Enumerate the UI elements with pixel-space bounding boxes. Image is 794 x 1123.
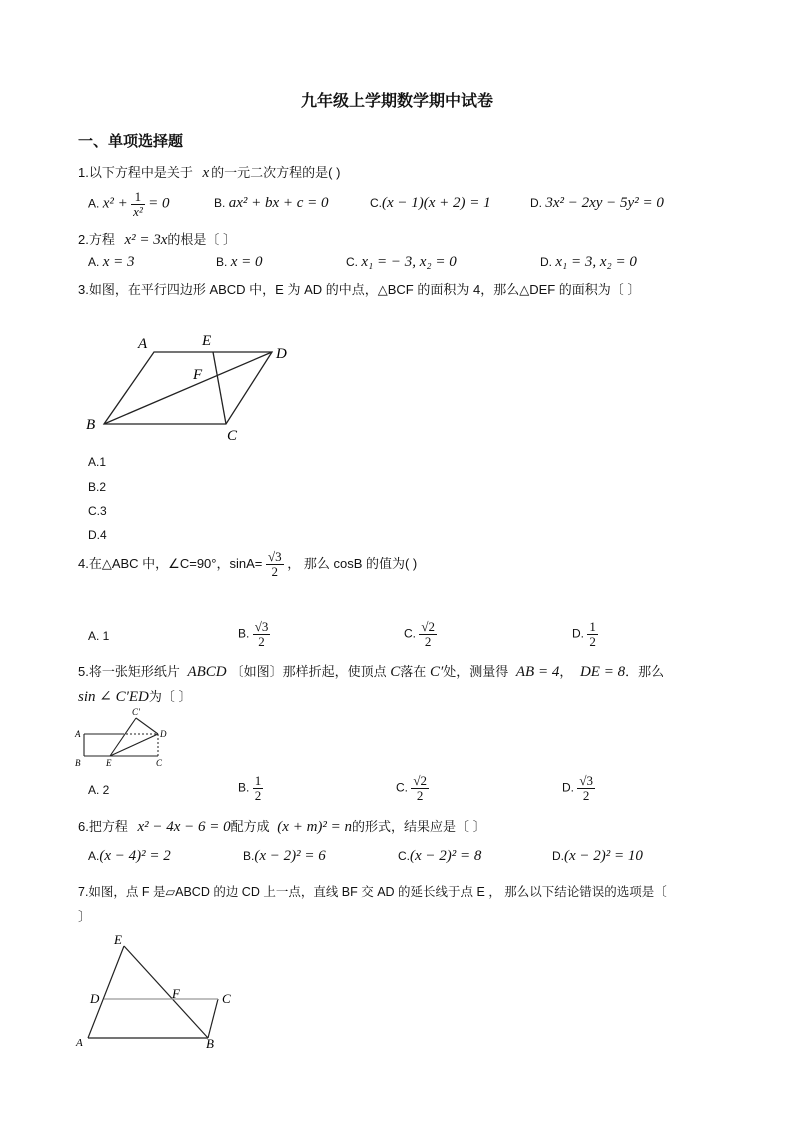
fraction: $\frac{1}{2}$ xyxy=(254,773,262,803)
label-e: E xyxy=(106,758,112,768)
question-6-option-a: A.(x − 4)² = 2 xyxy=(88,848,171,864)
fraction: $\frac{√3}{2}$ xyxy=(579,773,593,803)
question-1-option-b: B. ax² + bx + c = 0 xyxy=(214,195,329,211)
question-1-stem: 1.以下方程中是关于 x 的一元二次方程的是( ) xyxy=(78,165,341,181)
label-a: A xyxy=(138,336,148,352)
edge-bc xyxy=(208,999,218,1038)
question-7-stem-line2: 〕 xyxy=(78,909,92,924)
question-5-option-d: D. $\frac{√3}{2}$ xyxy=(562,773,593,803)
question-3-option-b: B.2 xyxy=(88,480,107,494)
label-b: B xyxy=(206,1036,214,1051)
question-4-option-b: B. $\frac{√3}{2}$ xyxy=(238,619,269,649)
question-5-option-a: A. 2 xyxy=(88,783,110,797)
question-2-option-c: C. x₁ = − 3, x₂ = 0 xyxy=(346,254,457,270)
label-f: F xyxy=(172,986,180,1001)
page-title: 九年级上学期数学期中试卷 xyxy=(300,93,493,110)
question-2-stem: 2.方程 x² = 3x的根是〔 〕 xyxy=(78,232,237,248)
question-5-option-b: B. $\frac{1}{2}$ xyxy=(238,773,262,803)
question-3-option-a: A.1 xyxy=(88,455,107,469)
question-2-option-b: B. x = 0 xyxy=(216,254,263,270)
line-eb xyxy=(124,946,208,1038)
label-d: D xyxy=(276,346,287,362)
question-7-stem: 7.如图，点 F 是▱ABCD 的边 CD 上一点，直线 BF 交 AD 的延长线于点 E ， 那么以下结论错误的选项是〔 xyxy=(78,885,667,899)
label-a: A xyxy=(75,729,81,739)
label-e: E xyxy=(114,932,122,947)
label-d: D xyxy=(90,991,100,1006)
question-1-option-a: A. x² + $\frac{1}{\text{x²}}$ = 0 xyxy=(88,189,170,219)
label-b: B xyxy=(75,758,81,768)
parallelogram-figure xyxy=(80,328,300,448)
question-1-option-c: C.(x − 1)(x + 2) = 1 xyxy=(370,195,491,211)
label-e: E xyxy=(202,333,212,349)
label-c: C xyxy=(222,991,231,1006)
edge-c-prime-d xyxy=(136,718,158,734)
fraction: $\frac{1}{\text{x²}}$ xyxy=(133,189,143,219)
fraction: $\frac{√3}{2}$ xyxy=(267,549,282,579)
question-6-option-c: C.(x − 2)² = 8 xyxy=(398,848,482,864)
question-4-option-d: D. $\frac{1}{2}$ xyxy=(572,619,596,649)
label-f: F xyxy=(193,367,203,383)
question-5-stem-line2: sin ∠ C′ED为〔 〕 xyxy=(78,689,192,705)
question-3-stem: 3.如图，在平行四边形 ABCD 中，E 为 AD 的中点，△BCF 的面积为 4，那么△DEF 的面积为〔 〕 xyxy=(78,282,641,297)
question-2-option-a: A. x = 3 xyxy=(88,254,135,270)
fraction: $\frac{√2}{2}$ xyxy=(413,773,427,803)
section-heading: 一、单项选择题 xyxy=(78,133,184,150)
question-4-option-a: A. 1 xyxy=(88,629,110,643)
label-c: C xyxy=(156,758,163,768)
fraction: $\frac{√2}{2}$ xyxy=(421,619,435,649)
label-c-prime: C′ xyxy=(132,707,140,717)
question-6-stem: 6.把方程 x² − 4x − 6 = 0配方成 (x + m)² = n的形式，结果应是〔 〕 xyxy=(78,819,486,835)
label-a: A xyxy=(76,1037,83,1049)
question-3-option-c: C.3 xyxy=(88,504,107,518)
parallelogram-extension-figure xyxy=(72,928,242,1052)
question-4-stem: 4.在△ABC 中，∠C=90°，sinA= $\frac{√3}{2}$ ， 那么 cosB 的值为( ) xyxy=(78,549,418,579)
question-5-option-c: C. $\frac{√2}{2}$ xyxy=(396,773,427,803)
label-d: D xyxy=(160,729,167,739)
question-3-option-d: D.4 xyxy=(88,528,107,542)
question-1-option-d: D. 3x² − 2xy − 5y² = 0 xyxy=(530,195,664,211)
question-6-option-d: D.(x − 2)² = 10 xyxy=(552,848,643,864)
question-2-option-d: D. x₁ = 3, x₂ = 0 xyxy=(540,254,637,270)
fraction: $\frac{√3}{2}$ xyxy=(254,619,269,649)
question-4-option-c: C. $\frac{√2}{2}$ xyxy=(404,619,435,649)
label-b: B xyxy=(86,417,96,433)
segment-ec xyxy=(213,352,226,424)
question-6-option-b: B.(x − 2)² = 6 xyxy=(243,848,326,864)
folded-rectangle-figure xyxy=(72,706,182,770)
fraction: $\frac{1}{2}$ xyxy=(589,619,596,649)
label-c: C xyxy=(227,428,238,444)
question-5-stem: 5.将一张矩形纸片 ABCD 〔如图〕那样折起，使顶点 C落在 C′处，测量得 AB = 4， DE = 8．那么 xyxy=(78,664,665,680)
